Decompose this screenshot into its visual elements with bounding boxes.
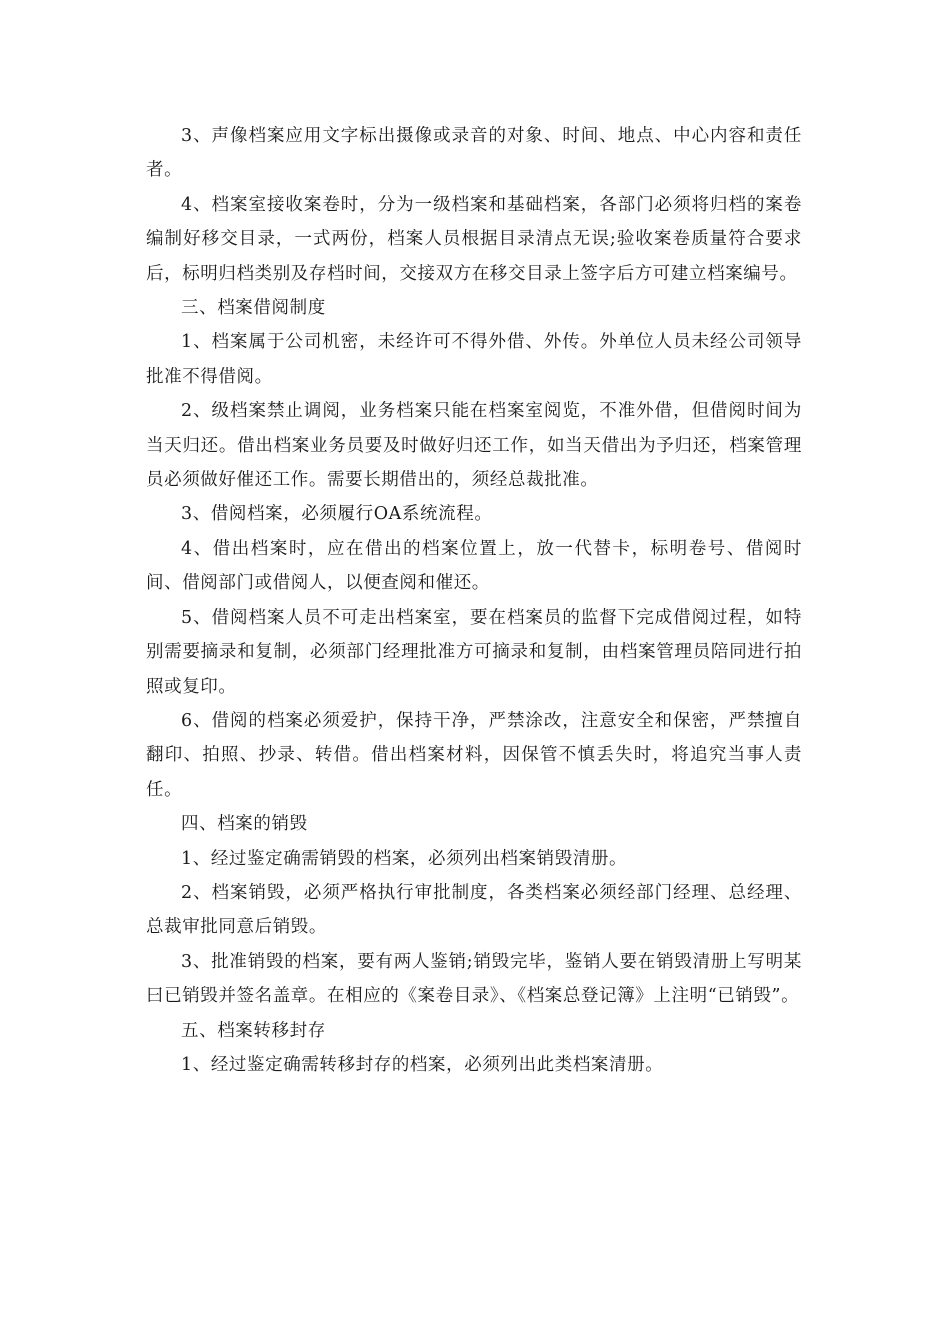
paragraph-audio-video-archives: 3、声像档案应用文字标出摄像或录音的对象、时间、地点、中心内容和责任者。 [146, 126, 802, 181]
section-heading-destruction: 四、档案的销毁 [181, 814, 308, 835]
paragraph-destruction-3: 3、批准销毁的档案，要有两人鉴销;销毁完毕，鉴销人要在销毁清册上写明某曰已销毁并签名盖章。在相应的《案卷目录》、《档案总登记簿》上注明“已销毁”。 [146, 951, 802, 1007]
paragraph-borrowing-2: 2、级档案禁止调阅，业务档案只能在档案室阅览，不准外借，但借阅时间为当天归还。借出档案业务员要及时做好归还工作，如当天借出为予归还，档案管理员必须做好催还工作。需要长期借出的，须经总裁批准。 [146, 401, 802, 491]
paragraph-destruction-2: 2、档案销毁，必须严格执行审批制度，各类档案必须经部门经理、总经理、总裁审批同意后销毁。 [146, 882, 802, 938]
section-heading-transfer: 五、档案转移封存 [181, 1020, 326, 1041]
document-body [146, 119, 802, 1082]
section-heading-borrowing: 三、档案借阅制度 [181, 298, 326, 319]
paragraph-archive-receipt: 4、档案室接收案卷时，分为一级档案和基础档案，各部门必须将归档的案卷编制好移交目录，一式两份，档案人员根据目录清点无误;验收案卷质量符合要求后，标明归档类别及存档时间，交接双方在移交目录上签字后方可建立档案编号。 [146, 194, 802, 284]
paragraph-borrowing-3: 3、借阅档案，必须履行OA系统流程。 [181, 504, 493, 525]
paragraph-transfer-1: 1、经过鉴定确需转移封存的档案，必须列出此类档案清册。 [181, 1054, 664, 1075]
paragraph-borrowing-1: 1、档案属于公司机密，未经许可不得外借、外传。外单位人员未经公司领导批准不得借阅。 [146, 332, 802, 387]
paragraph-borrowing-4: 4、借出档案时，应在借出的档案位置上，放一代替卡，标明卷号、借阅时间、借阅部门或借阅人，以便查阅和催还。 [146, 538, 802, 594]
paragraph-borrowing-6: 6、借阅的档案必须爱护，保持干净，严禁涂改，注意安全和保密，严禁擅自翻印、拍照、抄录、转借。借出档案材料，因保管不慎丢失时，将追究当事人责任。 [146, 710, 802, 800]
paragraph-borrowing-5: 5、借阅档案人员不可走出档案室，要在档案员的监督下完成借阅过程，如特别需要摘录和复制，必须部门经理批准方可摘录和复制，由档案管理员陪同进行拍照或复印。 [146, 607, 802, 697]
paragraph-destruction-1: 1、经过鉴定确需销毁的档案，必须列出档案销毁清册。 [181, 848, 628, 869]
